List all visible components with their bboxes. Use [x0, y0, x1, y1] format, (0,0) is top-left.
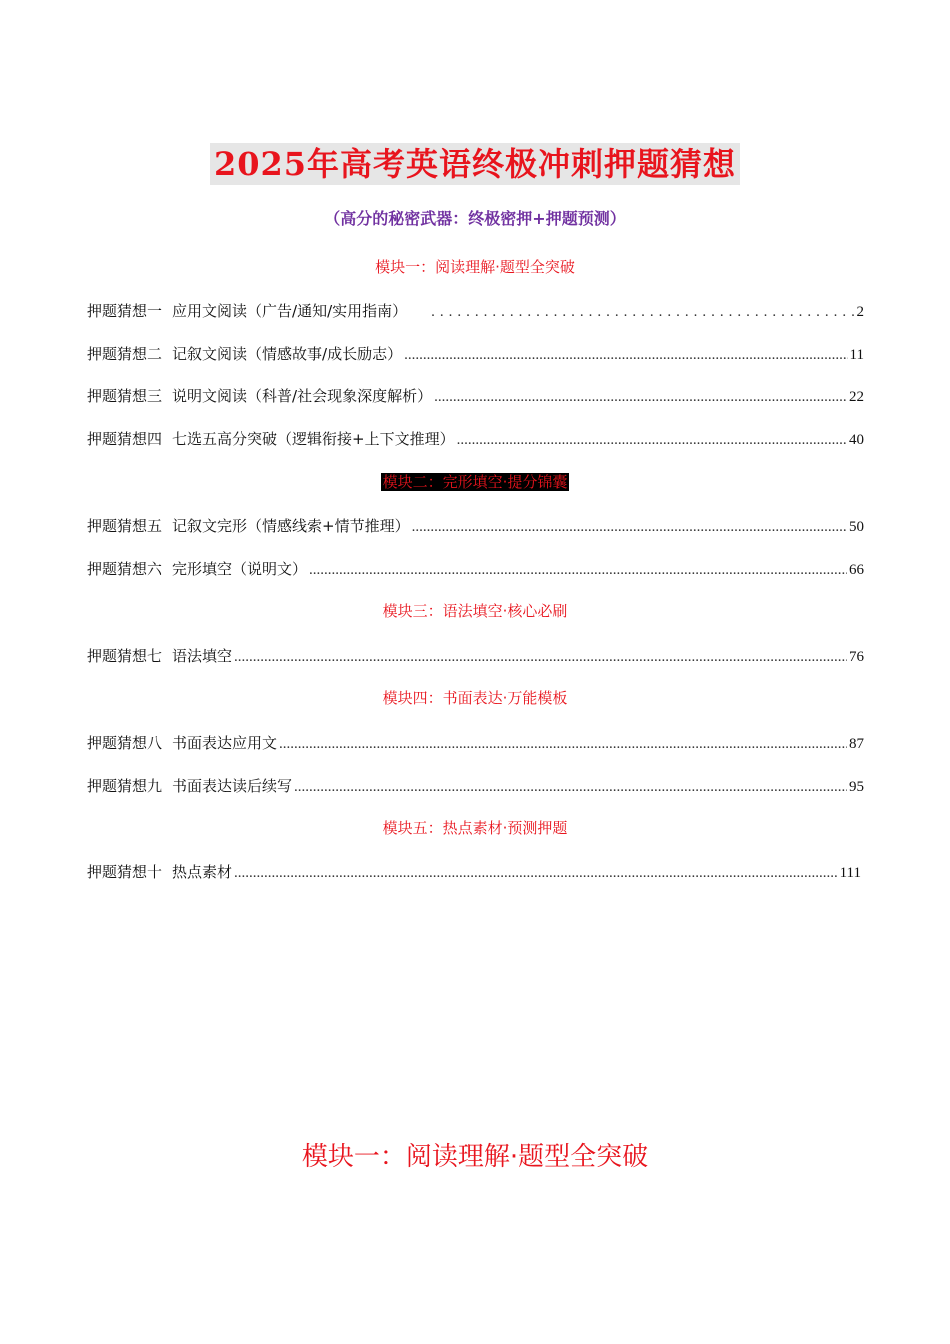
toc-entry-3[interactable] — [87, 385, 864, 408]
toc-entry-label: 押题猜想六 — [87, 560, 163, 578]
toc-entry-title: 热点素材 — [172, 863, 233, 881]
toc-entry-2[interactable] — [87, 343, 864, 366]
toc-entry-label: 押题猜想一 — [87, 302, 163, 320]
toc-entry-page: 11 — [849, 347, 864, 363]
toc-entry-page: 2 — [856, 304, 864, 320]
toc-entry-page: 22 — [849, 389, 864, 405]
toc-entry-title: 记叙文阅读（情感故事/成长励志） — [172, 345, 403, 363]
document-title: 2025年高考英语终极冲刺押题猜想 — [210, 143, 740, 185]
toc-entry-label: 押题猜想三 — [87, 387, 163, 405]
toc-entry-page: 66 — [849, 562, 864, 578]
toc-entry-title: 七选五高分突破（逻辑衔接+上下文推理） — [172, 430, 455, 448]
toc-entry-title: 完形填空（说明文） — [172, 560, 308, 578]
toc-entry-page: 76 — [849, 649, 864, 665]
toc-entry-title: 应用文阅读（广告/通知/实用指南） — [172, 302, 408, 320]
toc-entry-title: 书面表达应用文 — [172, 734, 278, 752]
toc-entry-6[interactable] — [87, 558, 864, 581]
toc-entry-title: 记叙文完形（情感线索+情节推理） — [172, 517, 410, 535]
toc-entry-label: 押题猜想二 — [87, 345, 163, 363]
toc-dot-leader — [234, 862, 838, 884]
toc-entry-label: 押题猜想四 — [87, 430, 163, 448]
toc-entry-7[interactable] — [87, 645, 864, 668]
toc-entry-label: 押题猜想八 — [87, 734, 163, 752]
toc-dot-leader — [412, 516, 847, 538]
title-block — [0, 143, 950, 185]
toc-entry-1[interactable] — [87, 300, 864, 323]
toc-entry-10[interactable] — [87, 861, 861, 884]
toc-entry-8[interactable] — [87, 732, 864, 755]
toc-entry-page: 50 — [849, 519, 864, 535]
module-heading-5: 模块五：热点素材·预测押题 — [382, 819, 568, 837]
toc-entry-label: 押题猜想五 — [87, 517, 163, 535]
toc-dot-leader — [404, 344, 847, 366]
toc-entry-9[interactable] — [87, 775, 864, 798]
toc-entry-title: 语法填空 — [172, 647, 233, 665]
toc-entry-page: 40 — [849, 432, 864, 448]
module-heading-2-wrap — [0, 471, 950, 493]
toc-entry-label: 押题猜想九 — [87, 777, 163, 795]
toc-entry-label: 押题猜想七 — [87, 647, 163, 665]
toc-dot-leader — [457, 429, 847, 451]
module-heading-3: 模块三：语法填空·核心必刷 — [382, 602, 568, 620]
module-heading-2: 模块二：完形填空·提分锦囊 — [382, 473, 568, 491]
module-heading-4: 模块四：书面表达·万能模板 — [382, 689, 568, 707]
toc-dot-leader — [279, 733, 847, 755]
toc-entry-page: 111 — [839, 865, 861, 881]
toc-entry-page: 87 — [849, 736, 864, 752]
toc-dot-leader — [434, 386, 847, 408]
toc-entry-title: 书面表达读后续写 — [172, 777, 293, 795]
module-heading-1: 模块一：阅读理解·题型全突破 — [375, 258, 575, 276]
document-subtitle: （高分的秘密武器：终极密押+押题预测） — [324, 209, 626, 228]
toc-entry-page: 95 — [849, 779, 864, 795]
toc-dot-leader — [309, 559, 847, 581]
toc-dot-leader — [234, 646, 847, 668]
toc-dot-leader — [431, 301, 854, 323]
toc-entry-4[interactable] — [87, 428, 864, 451]
section-heading-module-1: 模块一：阅读理解·题型全突破 — [301, 1142, 649, 1172]
toc-entry-label: 押题猜想十 — [87, 863, 163, 881]
toc-entry-5[interactable] — [87, 515, 864, 538]
toc-entry-title: 说明文阅读（科普/社会现象深度解析） — [172, 387, 433, 405]
toc-dot-leader — [294, 776, 847, 798]
